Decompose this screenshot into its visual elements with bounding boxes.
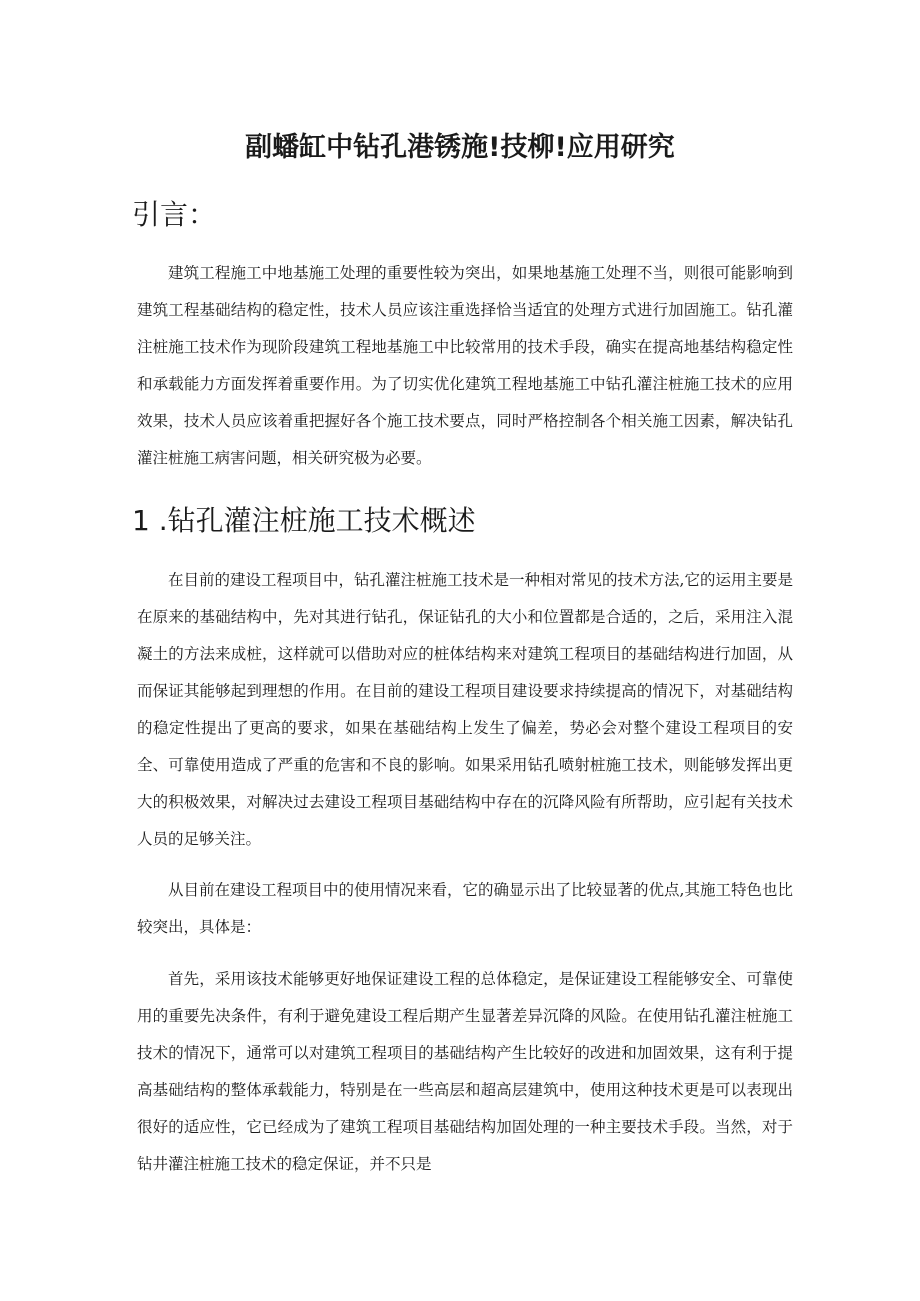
intro-paragraph: 建筑工程施工中地基施工处理的重要性较为突出，如果地基施工处理不当，则很可能影响到建筑工程基础结构的稳定性，技术人员应该注重选择恰当适宜的处理方式进行加固施工。钻孔灌注桩施工技术作为现阶段建筑工程地基施工中比较常用的技术手段，确实在提高地基结构稳定性和承载能力方面发挥着重要作用。为了切实优化建筑工程地基施工中钻孔灌注桩施工技术的应用效果，技术人员应该着重把握好各个施工技术要点，同时严格控制各个相关施工因素，解决钻孔灌注桩施工病害问题，相关研究极为必要。: [137, 264, 793, 467]
section-1-paragraph-3: 首先，采用该技术能够更好地保证建设工程的总体稳定，是保证建设工程能够安全、可靠使用的重要先决条件，有利于避免建设工程后期产生显著差异沉降的风险。在使用钻孔灌注桩施工技术的情况下，通常可以对建筑工程项目的基础结构产生比较好的改进和加固效果，这有利于提高基础结构的整体承载能力，特别是在一些高层和超高层建筑中，使用这种技术更是可以表现出很好的适应性，它已经成为了建筑工程项目基础结构加固处理的一种主要技术手段。当然，对于钻井灌注桩施工技术的稳定保证，并不只是: [137, 970, 793, 1173]
section-1-paragraph-2: 从目前在建设工程项目中的使用情况来看，它的确显示出了比较显著的优点,其施工特色也比较突出，具体是：: [137, 881, 793, 936]
intro-heading: 引言：: [132, 198, 217, 231]
document-title: 副蟠缸中钻孔港锈施!技柳!应用研究: [245, 132, 675, 163]
section-1-heading: 1 .钻孔灌注桩施工技术概述: [132, 504, 476, 537]
section-1-paragraph-1: 在目前的建设工程项目中，钻孔灌注桩施工技术是一种相对常见的技术方法,它的运用主要是在原来的基础结构中，先对其进行钻孔，保证钻孔的大小和位置都是合适的，之后，采用注入混凝土的方法来成桩，这样就可以借助对应的桩体结构来对建筑工程项目的基础结构进行加固，从而保证其能够起到理想的作用。在目前的建设工程项目建设要求持续提高的情况下，对基础结构的稳定性提出了更高的要求，如果在基础结构上发生了偏差，势必会对整个建设工程项目的安全、可靠使用造成了严重的危害和不良的影响。如果采用钻孔喷射桩施工技术，则能够发挥出更大的积极效果，对解决过去建设工程项目基础结构中存在的沉降风险有所帮助，应引起有关技术人员的足够关注。: [137, 571, 793, 848]
